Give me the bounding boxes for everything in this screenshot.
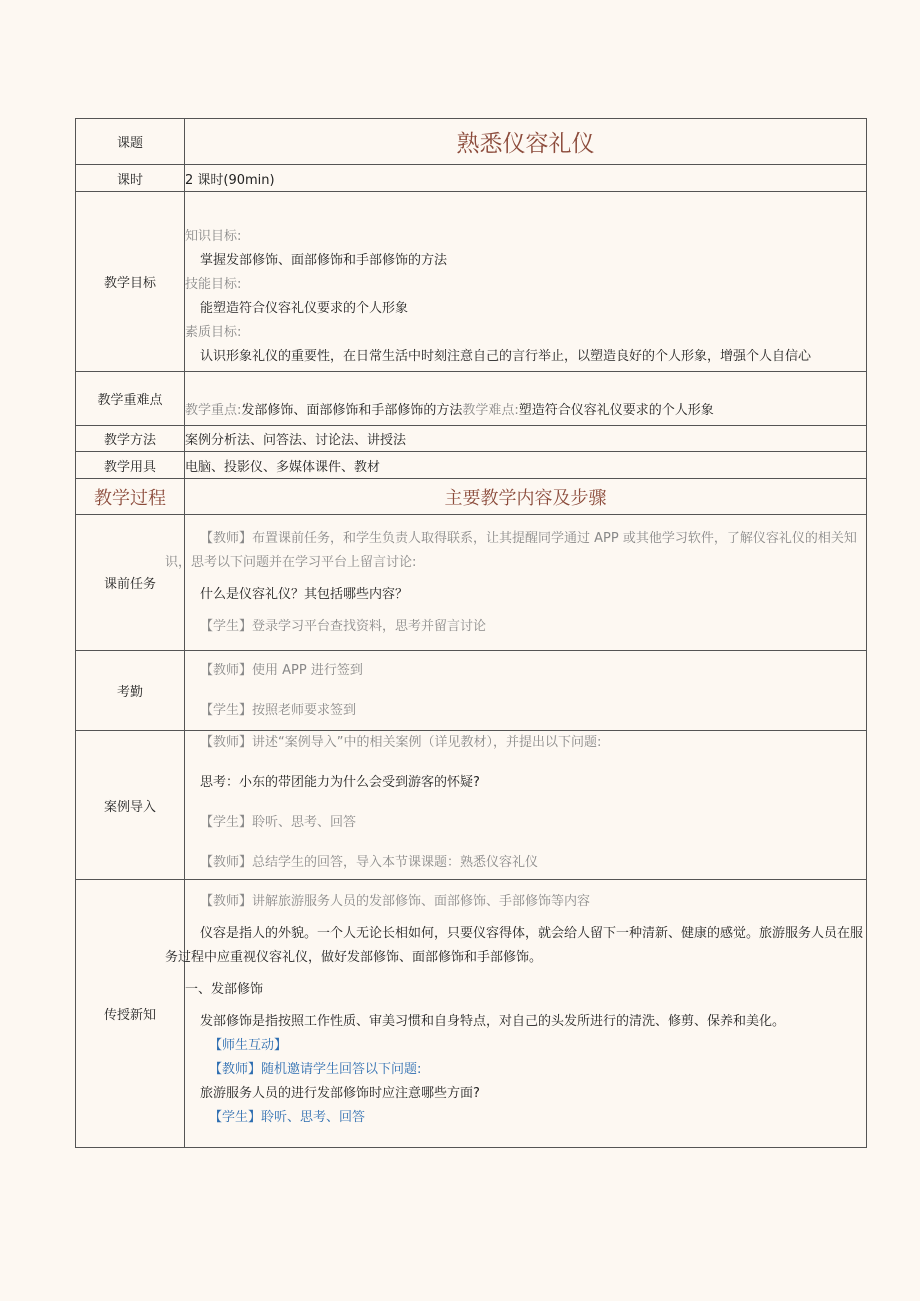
method-label: 教学方法	[76, 426, 185, 452]
quality-title: 素质目标:	[185, 325, 242, 340]
pre-class-teacher: 【教师】布置课前任务，和学生负责人取得联系，让其提醒同学通过 APP 或其他学习软件，了解仪容礼仪的相关知识，思考以下问题并在学习平台上留言讨论:	[165, 530, 857, 570]
process-heading: 教学过程	[76, 479, 185, 515]
attendance-label: 考勤	[76, 651, 185, 731]
key-points-row	[76, 372, 867, 426]
focus-text: 发部修饰、面部修饰和手部修饰的方法	[241, 403, 463, 418]
pre-class-row	[76, 515, 867, 651]
new-knowledge-intro: 仪容是指人的外貌。一个人无论长相如何，只要仪容得体，就会给人留下一种清新、健康的感觉。旅游服务人员在服务过程中应重视仪容礼仪，做好发部修饰、面部修饰和手部修饰。	[165, 926, 864, 965]
hair-section-heading: 一、发部修饰	[185, 982, 264, 997]
skill-text: 能塑造符合仪容礼仪要求的个人形象	[200, 301, 409, 316]
skill-title: 技能目标:	[185, 277, 242, 292]
objectives-content	[185, 192, 867, 372]
tools-label: 教学用具	[76, 452, 185, 479]
lesson-plan-table	[75, 118, 867, 1148]
new-knowledge-row	[76, 880, 867, 1148]
key-points-content	[185, 372, 867, 426]
new-knowledge-label: 传授新知	[76, 880, 185, 1148]
key-points-label: 教学重难点	[76, 372, 185, 426]
tools-row	[76, 452, 867, 479]
topic-row	[76, 119, 867, 165]
pre-class-content	[165, 515, 867, 651]
case-intro-row	[76, 731, 867, 880]
objectives-label: 教学目标	[76, 192, 185, 372]
difficulty-text: 塑造符合仪容礼仪要求的个人形象	[518, 403, 714, 418]
case-intro-think: 思考：小东的带团能力为什么会受到游客的怀疑?	[200, 775, 480, 790]
attendance-content	[185, 651, 867, 731]
section-header-row	[76, 479, 867, 515]
attendance-student: 【学生】按照老师要求签到	[200, 702, 357, 718]
attendance-teacher: 【教师】使用 APP 进行签到	[200, 662, 363, 678]
new-knowledge-teacher2: 【教师】随机邀请学生回答以下问题:	[209, 1062, 422, 1077]
new-knowledge-question2: 旅游服务人员的进行发部修饰时应注意哪些方面?	[200, 1086, 480, 1101]
hair-section-text: 发部修饰是指按照工作性质、审美习惯和自身特点，对自己的头发所进行的清洗、修剪、保养和美化。	[200, 1014, 786, 1029]
interaction-label: 【师生互动】	[209, 1038, 288, 1053]
attendance-row	[76, 651, 867, 731]
new-knowledge-student2: 【学生】聆听、思考、回答	[209, 1110, 366, 1125]
topic-label: 课题	[76, 119, 185, 165]
hours-row	[76, 165, 867, 192]
lesson-title: 熟悉仪容礼仪	[185, 119, 867, 165]
case-intro-teacher: 【教师】讲述“案例导入”中的相关案例（详见教材），并提出以下问题:	[200, 735, 602, 750]
case-intro-student: 【学生】聆听、思考、回答	[200, 815, 357, 830]
focus-title: 教学重点:	[185, 403, 242, 418]
new-knowledge-content	[165, 880, 867, 1148]
hours-label: 课时	[76, 165, 185, 192]
knowledge-title: 知识目标:	[185, 229, 242, 244]
method-row	[76, 426, 867, 452]
pre-class-student: 【学生】登录学习平台查找资料，思考并留言讨论	[200, 618, 487, 634]
tools-value: 电脑、投影仪、多媒体课件、教材	[185, 452, 867, 479]
knowledge-text: 掌握发部修饰、面部修饰和手部修饰的方法	[200, 253, 448, 268]
hours-value: 2 课时(90min)	[185, 165, 867, 192]
content-heading: 主要教学内容及步骤	[185, 479, 867, 515]
case-intro-content	[185, 731, 867, 880]
quality-text: 认识形象礼仪的重要性，在日常生活中时刻注意自己的言行举止，以塑造良好的个人形象，增强个人自信心	[200, 349, 812, 364]
case-intro-summary: 【教师】总结学生的回答，导入本节课课题：熟悉仪容礼仪	[200, 855, 539, 870]
method-value: 案例分析法、问答法、讨论法、讲授法	[185, 426, 867, 452]
difficulty-title: 教学难点:	[462, 403, 519, 418]
pre-class-label: 课前任务	[76, 515, 185, 651]
pre-class-question: 什么是仪容礼仪？其包括哪些内容？	[200, 586, 409, 602]
objectives-row	[76, 192, 867, 372]
case-intro-label: 案例导入	[76, 731, 185, 880]
new-knowledge-teacher: 【教师】讲解旅游服务人员的发部修饰、面部修饰、手部修饰等内容	[200, 894, 591, 909]
